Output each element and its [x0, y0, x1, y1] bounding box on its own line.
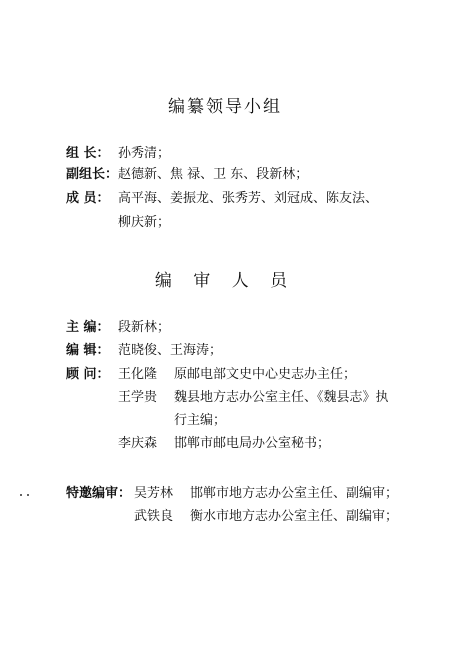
advisor-name: 王学贵	[118, 390, 158, 405]
invited-editor-row-2	[134, 509, 398, 525]
deputy-value: 赵德新、焦 禄、卫 东、段新林；	[118, 167, 309, 182]
members-label: 成 员：	[66, 191, 110, 206]
advisor-row-3	[118, 436, 330, 452]
editor-label: 编 辑：	[66, 343, 110, 358]
invited-editor-role: 邯郸市地方志办公室主任、副编审；	[190, 486, 399, 501]
advisor-row-2	[118, 390, 389, 406]
invited-editor-role: 衡水市地方志办公室主任、副编审；	[190, 509, 399, 524]
members-value-line1: 高平海、姜振龙、张秀芳、刘冠成、陈友法、	[118, 191, 379, 206]
editors-section-title: 编 审 人 员	[154, 271, 296, 291]
advisor-role: 邯郸市邮电局办公室秘书；	[174, 436, 331, 451]
scan-speck	[20, 494, 22, 496]
advisor-name: 王化隆	[118, 367, 158, 382]
editor-value: 范晓俊、王海涛；	[118, 343, 223, 358]
advisor-label: 顾 问：	[66, 367, 110, 382]
scan-speck	[27, 494, 29, 496]
editor-row	[66, 343, 222, 359]
advisor-role-continued: 行主编；	[174, 413, 227, 428]
leaders-section-title: 编纂领导小组	[168, 97, 282, 117]
advisor-name: 李庆森	[118, 436, 158, 451]
leader-value: 孙秀清；	[118, 146, 171, 161]
invited-editor-label: 特邀编审：	[66, 486, 132, 501]
invited-editor-name: 吴芳林	[134, 486, 174, 501]
leader-label: 组 长：	[66, 146, 110, 161]
members-value-line2: 柳庆新；	[118, 215, 171, 230]
members-row-continued	[118, 215, 170, 231]
invited-editor-row-1	[66, 486, 398, 502]
deputy-label: 副组长：	[66, 167, 119, 182]
advisor-row-2-continued	[174, 413, 226, 429]
chief-editor-label: 主 编：	[66, 320, 110, 335]
invited-editor-name: 武铁良	[134, 509, 174, 524]
advisor-row-1	[66, 367, 356, 383]
chief-editor-row	[66, 320, 170, 336]
advisor-role: 原邮电部文史中心史志办主任；	[174, 367, 357, 382]
leader-row	[66, 146, 170, 162]
advisor-role: 魏县地方志办公室主任、《魏县志》执	[174, 390, 389, 405]
chief-editor-value: 段新林；	[118, 320, 171, 335]
deputy-row	[66, 167, 308, 183]
members-row	[66, 191, 378, 207]
